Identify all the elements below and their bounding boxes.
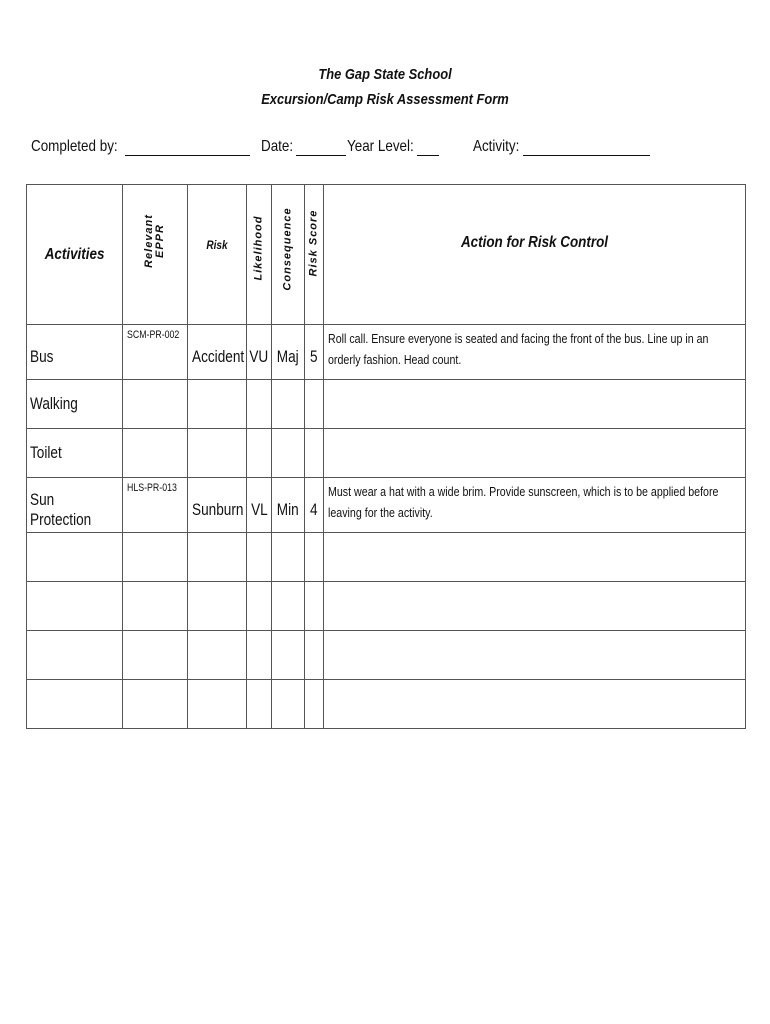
consequence-cell[interactable] [272, 680, 305, 729]
date-label: Date: [261, 138, 294, 155]
action-cell[interactable] [324, 533, 746, 582]
likelihood-cell[interactable] [247, 380, 272, 429]
year-level-label: Year Level: [347, 138, 414, 155]
likelihood-cell[interactable] [247, 533, 272, 582]
completed-by-label: Completed by: [31, 138, 118, 155]
activity-field[interactable] [473, 137, 650, 156]
consequence-cell[interactable] [272, 631, 305, 680]
risk-score-cell[interactable] [305, 380, 324, 429]
table-row [27, 680, 746, 729]
eppr-cell[interactable] [123, 429, 188, 478]
activity-cell[interactable]: Sun Protection [27, 478, 123, 533]
risk-cell[interactable] [188, 380, 247, 429]
header-activities: Activities [27, 185, 123, 325]
action-cell[interactable] [324, 680, 746, 729]
table-row [27, 478, 746, 533]
risk-score-cell[interactable]: 5 [305, 325, 324, 380]
action-cell[interactable] [324, 631, 746, 680]
likelihood-cell[interactable]: VL [247, 478, 272, 533]
eppr-cell[interactable] [123, 582, 188, 631]
consequence-cell[interactable]: Min [272, 478, 305, 533]
table-header-row [27, 185, 746, 325]
likelihood-cell[interactable] [247, 429, 272, 478]
consequence-cell[interactable] [272, 533, 305, 582]
eppr-cell[interactable]: SCM-PR-002 [123, 325, 188, 380]
completed-by-field[interactable] [31, 137, 250, 156]
table-row [27, 533, 746, 582]
likelihood-cell[interactable] [247, 680, 272, 729]
header-action: Action for Risk Control [324, 185, 746, 325]
consequence-cell[interactable] [272, 429, 305, 478]
risk-score-cell[interactable] [305, 533, 324, 582]
table-row [27, 380, 746, 429]
table-row [27, 325, 746, 380]
likelihood-cell[interactable] [247, 631, 272, 680]
action-cell[interactable] [324, 429, 746, 478]
date-line[interactable] [296, 137, 346, 156]
risk-score-cell[interactable]: 4 [305, 478, 324, 533]
eppr-cell[interactable] [123, 680, 188, 729]
likelihood-cell[interactable]: VU [247, 325, 272, 380]
activity-cell[interactable] [27, 680, 123, 729]
action-cell[interactable] [324, 582, 746, 631]
activity-cell[interactable] [27, 533, 123, 582]
school-name: The Gap State School [318, 66, 452, 83]
eppr-cell[interactable] [123, 533, 188, 582]
action-cell[interactable]: Must wear a hat with a wide brim. Provide sunscreen, which is to be applied before leaving for the activity. [324, 478, 746, 533]
likelihood-cell[interactable] [247, 582, 272, 631]
activity-cell[interactable]: Walking [27, 380, 123, 429]
completed-by-line[interactable] [125, 137, 250, 156]
risk-cell[interactable]: Sunburn [188, 478, 247, 533]
risk-cell[interactable] [188, 680, 247, 729]
consequence-cell[interactable] [272, 380, 305, 429]
risk-score-cell[interactable] [305, 631, 324, 680]
risk-score-cell[interactable] [305, 680, 324, 729]
activity-cell[interactable]: Toilet [27, 429, 123, 478]
risk-score-cell[interactable] [305, 429, 324, 478]
activity-label: Activity: [473, 138, 520, 155]
risk-cell[interactable]: Accident [188, 325, 247, 380]
eppr-cell[interactable] [123, 631, 188, 680]
risk-cell[interactable] [188, 631, 247, 680]
eppr-cell[interactable]: HLS-PR-013 [123, 478, 188, 533]
eppr-cell[interactable] [123, 380, 188, 429]
activity-cell[interactable]: Bus [27, 325, 123, 380]
form-title: Excursion/Camp Risk Assessment Form [261, 91, 509, 108]
activity-cell[interactable] [27, 582, 123, 631]
table-row [27, 631, 746, 680]
table-row [27, 429, 746, 478]
activity-line[interactable] [523, 137, 650, 156]
header-risk-score: Risk Score [305, 185, 324, 325]
header-likelihood: Likelihood [247, 185, 272, 325]
risk-cell[interactable] [188, 533, 247, 582]
activity-cell[interactable] [27, 631, 123, 680]
risk-cell[interactable] [188, 429, 247, 478]
date-field[interactable] [261, 137, 346, 156]
header-relevant-eppr: Relevant EPPR [123, 185, 188, 325]
action-cell[interactable] [324, 380, 746, 429]
consequence-cell[interactable] [272, 582, 305, 631]
header-risk: Risk [188, 185, 247, 325]
risk-score-cell[interactable] [305, 582, 324, 631]
year-level-field[interactable] [347, 137, 439, 156]
table-row [27, 582, 746, 631]
risk-cell[interactable] [188, 582, 247, 631]
consequence-cell[interactable]: Maj [272, 325, 305, 380]
header-consequence: Consequence [272, 185, 305, 325]
risk-assessment-table [26, 184, 746, 729]
action-cell[interactable]: Roll call. Ensure everyone is seated and facing the front of the bus. Line up in an orderly fashion. Head count. [324, 325, 746, 380]
year-level-line[interactable] [417, 137, 439, 156]
